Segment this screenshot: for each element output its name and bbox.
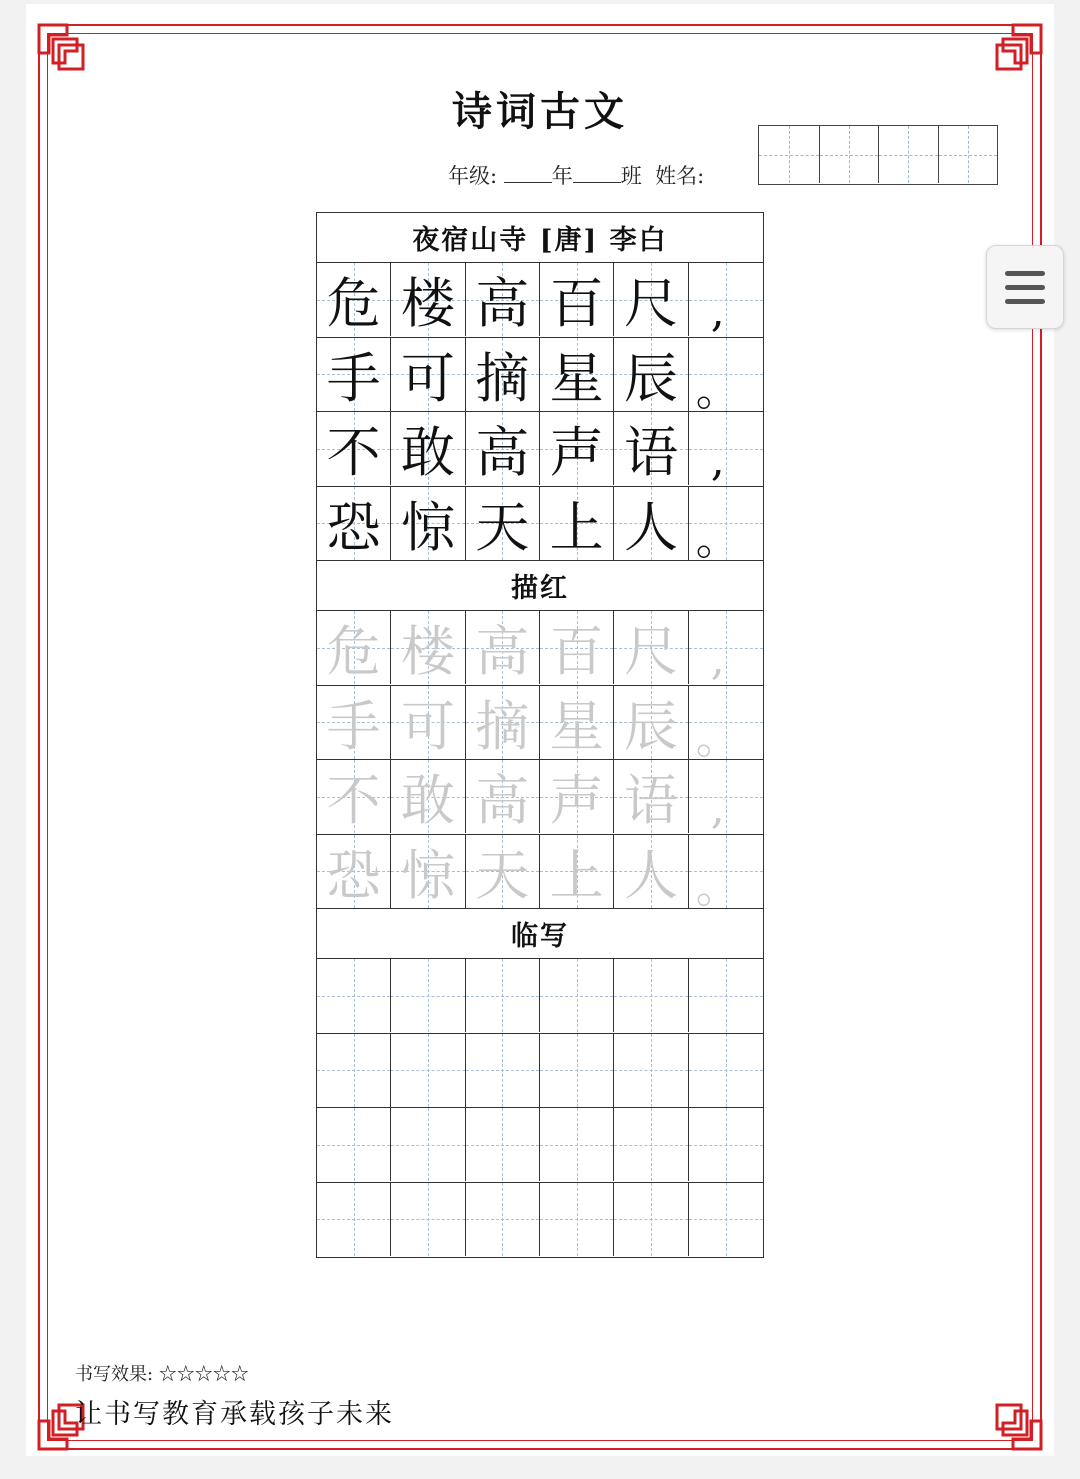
trace-character: 辰 — [623, 694, 678, 758]
trace-character: 高 — [475, 769, 530, 832]
trace-cell — [540, 835, 614, 908]
trace-section-label: 描红 — [317, 561, 763, 611]
model-character: 摘 — [475, 346, 530, 410]
trace-cell — [689, 686, 763, 764]
trace-cell — [466, 611, 540, 684]
trace-cell — [689, 835, 763, 913]
model-cell — [391, 338, 465, 411]
model-cell — [614, 338, 688, 411]
trace-row — [317, 686, 763, 764]
trace-character: 惊 — [400, 843, 455, 907]
model-cell — [614, 487, 688, 560]
copy-cell[interactable] — [540, 959, 614, 1032]
trace-character: 可 — [400, 694, 455, 758]
corner-ornament-top-right — [993, 23, 1043, 73]
copy-cell[interactable] — [317, 959, 391, 1032]
model-cell — [317, 412, 391, 485]
model-cell — [466, 263, 540, 336]
class-label: 班 — [620, 164, 642, 188]
model-cell — [317, 487, 391, 560]
copy-row[interactable] — [317, 1183, 763, 1258]
model-cell — [689, 263, 763, 336]
trace-character: 语 — [623, 769, 678, 832]
copy-cell[interactable] — [689, 959, 763, 1032]
copy-cell[interactable] — [689, 1108, 763, 1181]
class-blank[interactable] — [573, 164, 621, 183]
copy-section-label: 临写 — [317, 909, 763, 959]
trace-character: , — [710, 634, 725, 685]
model-character: 人 — [623, 495, 678, 559]
trace-character: 星 — [549, 694, 604, 758]
name-box[interactable] — [878, 126, 938, 183]
model-section — [317, 263, 763, 565]
model-character: 高 — [475, 272, 530, 335]
model-cell — [540, 412, 614, 485]
trace-cell — [317, 686, 391, 759]
trace-character: 声 — [549, 769, 604, 832]
writing-rating: 书写效果: ☆☆☆☆☆ — [75, 1364, 249, 1385]
model-character: 高 — [475, 421, 530, 484]
trace-cell — [466, 686, 540, 759]
copy-cell[interactable] — [614, 1034, 688, 1107]
model-cell — [689, 338, 763, 416]
copy-section[interactable] — [317, 959, 763, 1257]
model-cell — [540, 338, 614, 411]
copy-cell[interactable] — [614, 1183, 688, 1256]
model-row — [317, 263, 763, 338]
trace-cell — [466, 760, 540, 833]
copy-cell[interactable] — [540, 1034, 614, 1107]
model-character: 恐 — [326, 495, 381, 559]
model-cell — [466, 338, 540, 411]
copy-cell[interactable] — [540, 1108, 614, 1181]
trace-character: 。 — [695, 862, 740, 913]
name-box[interactable] — [819, 126, 879, 183]
model-character: 危 — [326, 272, 381, 335]
grade-blank[interactable] — [504, 164, 552, 183]
trace-cell — [540, 611, 614, 684]
model-cell — [391, 412, 465, 485]
copy-cell[interactable] — [540, 1183, 614, 1256]
model-character: 可 — [400, 346, 455, 410]
copy-cell[interactable] — [391, 1034, 465, 1107]
model-character: 上 — [549, 495, 604, 559]
copy-cell[interactable] — [466, 1183, 540, 1256]
hamburger-menu-icon[interactable] — [986, 245, 1064, 329]
model-character: 敢 — [400, 421, 455, 484]
grade-label: 年级: — [448, 164, 498, 188]
trace-cell — [540, 686, 614, 759]
copy-cell[interactable] — [317, 1034, 391, 1107]
model-character: 手 — [326, 346, 381, 410]
trace-character: 。 — [695, 713, 740, 764]
copy-row[interactable] — [317, 959, 763, 1034]
trace-character: 高 — [475, 620, 530, 683]
name-writing-boxes[interactable] — [758, 125, 998, 185]
model-character: 语 — [623, 421, 678, 484]
poem-header: 夜宿山寺 [唐] 李白 — [317, 213, 763, 263]
copy-cell[interactable] — [317, 1183, 391, 1256]
copy-cell[interactable] — [391, 1183, 465, 1256]
trace-cell — [689, 760, 763, 833]
model-character: 尺 — [623, 272, 678, 335]
slogan-text: 让书写教育承载孩子未来 — [75, 1399, 394, 1430]
page-title: 诗词古文 — [452, 88, 628, 135]
trace-cell — [689, 611, 763, 684]
trace-character: 敢 — [400, 769, 455, 832]
trace-cell — [391, 686, 465, 759]
model-character: 百 — [549, 272, 604, 335]
model-character: 楼 — [400, 272, 455, 335]
model-character: 星 — [549, 346, 604, 410]
model-cell — [540, 487, 614, 560]
corner-ornament-top-left — [37, 23, 87, 73]
model-character: 惊 — [400, 495, 455, 559]
trace-cell — [614, 835, 688, 908]
model-character: 。 — [695, 365, 740, 416]
name-box[interactable] — [759, 126, 819, 183]
model-character: 辰 — [623, 346, 678, 410]
copy-cell[interactable] — [317, 1108, 391, 1181]
trace-character: 恐 — [326, 843, 381, 907]
trace-character: 危 — [326, 620, 381, 683]
model-cell — [614, 412, 688, 485]
trace-row — [317, 760, 763, 835]
trace-character: 不 — [326, 769, 381, 832]
trace-character: 手 — [326, 694, 381, 758]
model-cell — [689, 412, 763, 485]
trace-character: 百 — [549, 620, 604, 683]
model-cell — [540, 263, 614, 336]
model-row — [317, 412, 763, 487]
copy-cell[interactable] — [391, 959, 465, 1032]
model-cell — [614, 263, 688, 336]
model-cell — [317, 263, 391, 336]
trace-character: 摘 — [475, 694, 530, 758]
name-box[interactable] — [938, 126, 998, 183]
model-cell — [466, 412, 540, 485]
model-cell — [391, 487, 465, 560]
trace-cell — [466, 835, 540, 908]
copy-cell[interactable] — [614, 1108, 688, 1181]
trace-character: 楼 — [400, 620, 455, 683]
trace-cell — [540, 760, 614, 833]
copy-cell[interactable] — [614, 959, 688, 1032]
trace-cell — [614, 686, 688, 759]
copy-cell[interactable] — [466, 1108, 540, 1181]
trace-character: 人 — [623, 843, 678, 907]
trace-character: 上 — [549, 843, 604, 907]
trace-cell — [614, 760, 688, 833]
trace-cell — [391, 760, 465, 833]
practice-grid — [316, 212, 764, 1258]
copy-row[interactable] — [317, 1108, 763, 1183]
model-character: 。 — [695, 514, 740, 565]
model-character: , — [710, 435, 725, 486]
trace-cell — [317, 835, 391, 908]
model-row — [317, 487, 763, 565]
model-character: , — [710, 286, 725, 337]
year-label: 年 — [551, 164, 573, 188]
trace-character: , — [710, 783, 725, 834]
trace-cell — [317, 760, 391, 833]
trace-section — [317, 611, 763, 913]
trace-row — [317, 835, 763, 913]
trace-cell — [391, 611, 465, 684]
model-cell — [689, 487, 763, 565]
trace-cell — [614, 611, 688, 684]
student-info-line — [448, 160, 704, 190]
trace-cell — [317, 611, 391, 684]
trace-row — [317, 611, 763, 686]
model-character: 声 — [549, 421, 604, 484]
model-character: 天 — [475, 495, 530, 559]
trace-character: 尺 — [623, 620, 678, 683]
copy-cell[interactable] — [689, 1183, 763, 1256]
copy-cell[interactable] — [466, 1034, 540, 1107]
name-label: 姓名: — [655, 164, 705, 188]
model-cell — [391, 263, 465, 336]
copy-cell[interactable] — [466, 959, 540, 1032]
trace-character: 天 — [475, 843, 530, 907]
copy-cell[interactable] — [391, 1108, 465, 1181]
copy-cell[interactable] — [689, 1034, 763, 1107]
model-row — [317, 338, 763, 416]
copy-row[interactable] — [317, 1034, 763, 1109]
model-cell — [466, 487, 540, 560]
trace-cell — [391, 835, 465, 908]
corner-ornament-bottom-right — [993, 1401, 1043, 1451]
model-cell — [317, 338, 391, 411]
model-character: 不 — [326, 421, 381, 484]
